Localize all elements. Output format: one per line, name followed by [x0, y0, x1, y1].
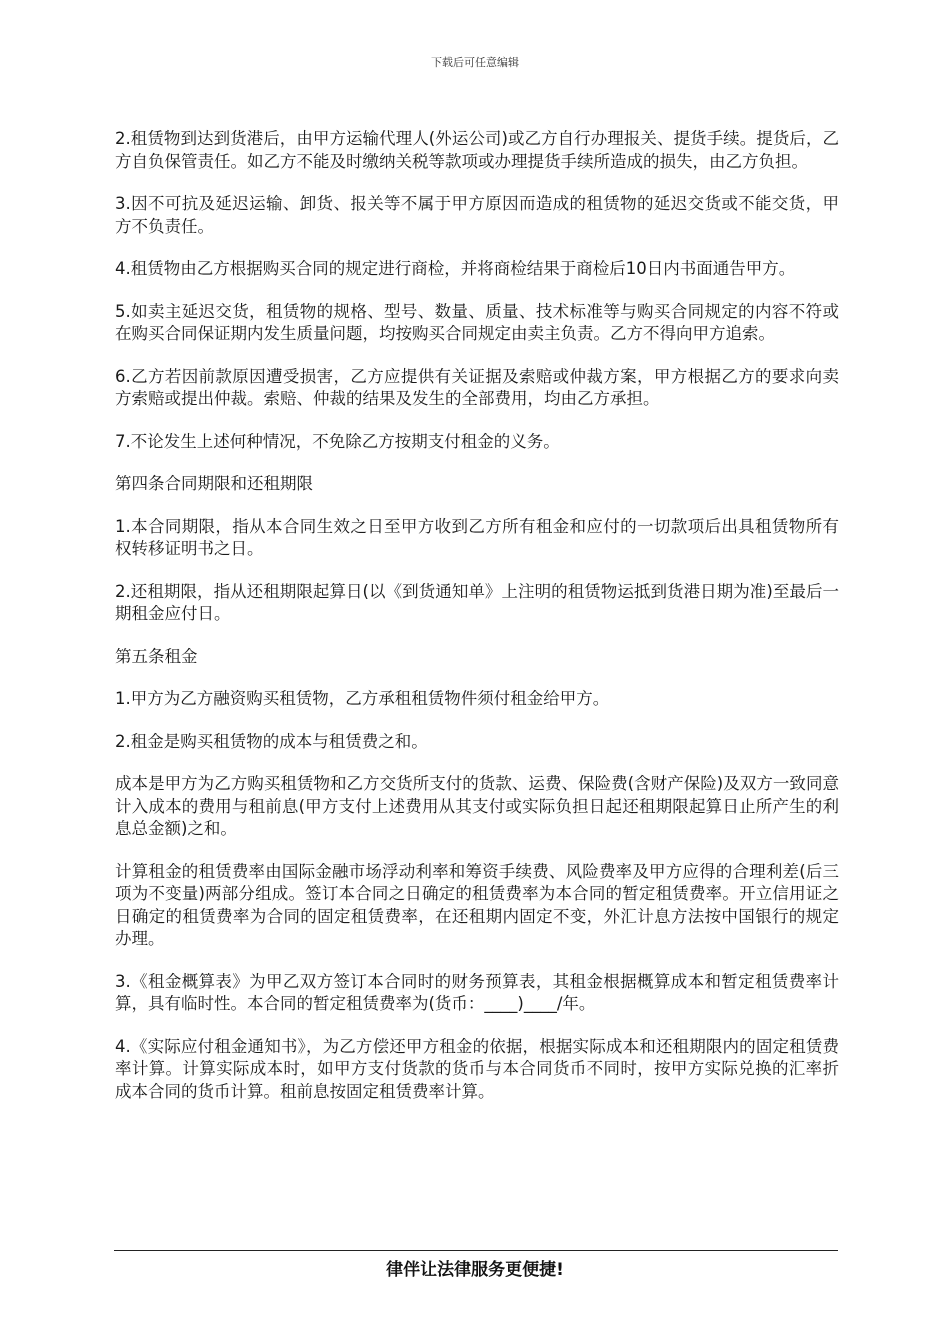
paragraph-clause-5: 5.如卖主延迟交货，租赁物的规格、型号、数量、质量、技术标准等与购买合同规定的内容不符或在购买合同保证期内发生质量问题，均按购买合同规定由卖主负责。乙方不得向甲方追索。 — [115, 301, 839, 343]
paragraph-repayment-term: 2.还租期限，指从还租期限起算日(以《到货通知单》上注明的租赁物运抵到货港日期为准)至最后一期租金应付日。 — [115, 581, 839, 623]
paragraph-clause-7: 7.不论发生上述何种情况，不免除乙方按期支付租金的义务。 — [115, 431, 560, 451]
document-body — [115, 128, 839, 1123]
paragraph-rate-calculation: 计算租金的租赁费率由国际金融市场浮动利率和筹资手续费、风险费率及甲方应得的合理利差(后三项为不变量)两部分组成。签订本合同之日确定的租赁费率为本合同的暂定租赁费率。开立信用证之日确定的租赁费率为合同的固定租赁费率，在还租期内固定不变，外汇计息方法按中国银行的规定办理。 — [115, 861, 839, 948]
header-note: 下载后可任意编辑 — [431, 56, 519, 69]
paragraph-rent-2: 2.租金是购买租赁物的成本与租赁费之和。 — [115, 731, 428, 751]
paragraph-rent-1: 1.甲方为乙方融资购买租赁物，乙方承租租赁物件须付租金给甲方。 — [115, 689, 610, 708]
paragraph-clause-2: 2.租赁物到达到货港后，由甲方运输代理人(外运公司)或乙方自行办理报关、提货手续。提货后，乙方自负保管责任。如乙方不能及时缴纳关税等款项或办理提货手续所造成的损失，由乙方负担。 — [115, 129, 839, 171]
paragraph-contract-term: 1.本合同期限，指从本合同生效之日至甲方收到乙方所有租金和应付的一切款项后出具租赁物所有权转移证明书之日。 — [115, 516, 839, 558]
section-heading-article-5: 第五条租金 — [115, 646, 198, 666]
paragraph-cost-definition: 成本是甲方为乙方购买租赁物和乙方交货所支付的货款、运费、保险费(含财产保险)及双方一致同意计入成本的费用与租前息(甲方支付上述费用从其支付或实际负担日起还租期限起算日止所产生的利息总金额)之和。 — [115, 774, 839, 838]
footer-slogan: 律伴让法律服务更便捷! — [386, 1260, 564, 1280]
paragraph-rent-estimate: 3.《租金概算表》为甲乙双方签订本合同时的财务预算表，其租金根据概算成本和暂定租赁费率计算，具有临时性。本合同的暂定租赁费率为(货币：____)____/年。 — [115, 971, 839, 1013]
footer-divider — [114, 1250, 838, 1251]
paragraph-clause-3: 3.因不可抗及延迟运输、卸货、报关等不属于甲方原因而造成的租赁物的延迟交货或不能交货，甲方不负责任。 — [115, 194, 839, 236]
paragraph-clause-4: 4.租赁物由乙方根据购买合同的规定进行商检，并将商检结果于商检后10日内书面通告甲方。 — [115, 259, 796, 278]
section-heading-article-4: 第四条合同期限和还租期限 — [115, 474, 313, 493]
paragraph-clause-6: 6.乙方若因前款原因遭受损害，乙方应提供有关证据及索赔或仲裁方案，甲方根据乙方的要求向卖方索赔或提出仲裁。索赔、仲裁的结果及发生的全部费用，均由乙方承担。 — [115, 366, 839, 408]
paragraph-rent-notice: 4.《实际应付租金通知书》，为乙方偿还甲方租金的依据，根据实际成本和还租期限内的固定租赁费率计算。计算实际成本时，如甲方支付货款的货币与本合同货币不同时，按甲方实际兑换的汇率折成本合同的货币计算。租前息按固定租赁费率计算。 — [115, 1036, 839, 1101]
